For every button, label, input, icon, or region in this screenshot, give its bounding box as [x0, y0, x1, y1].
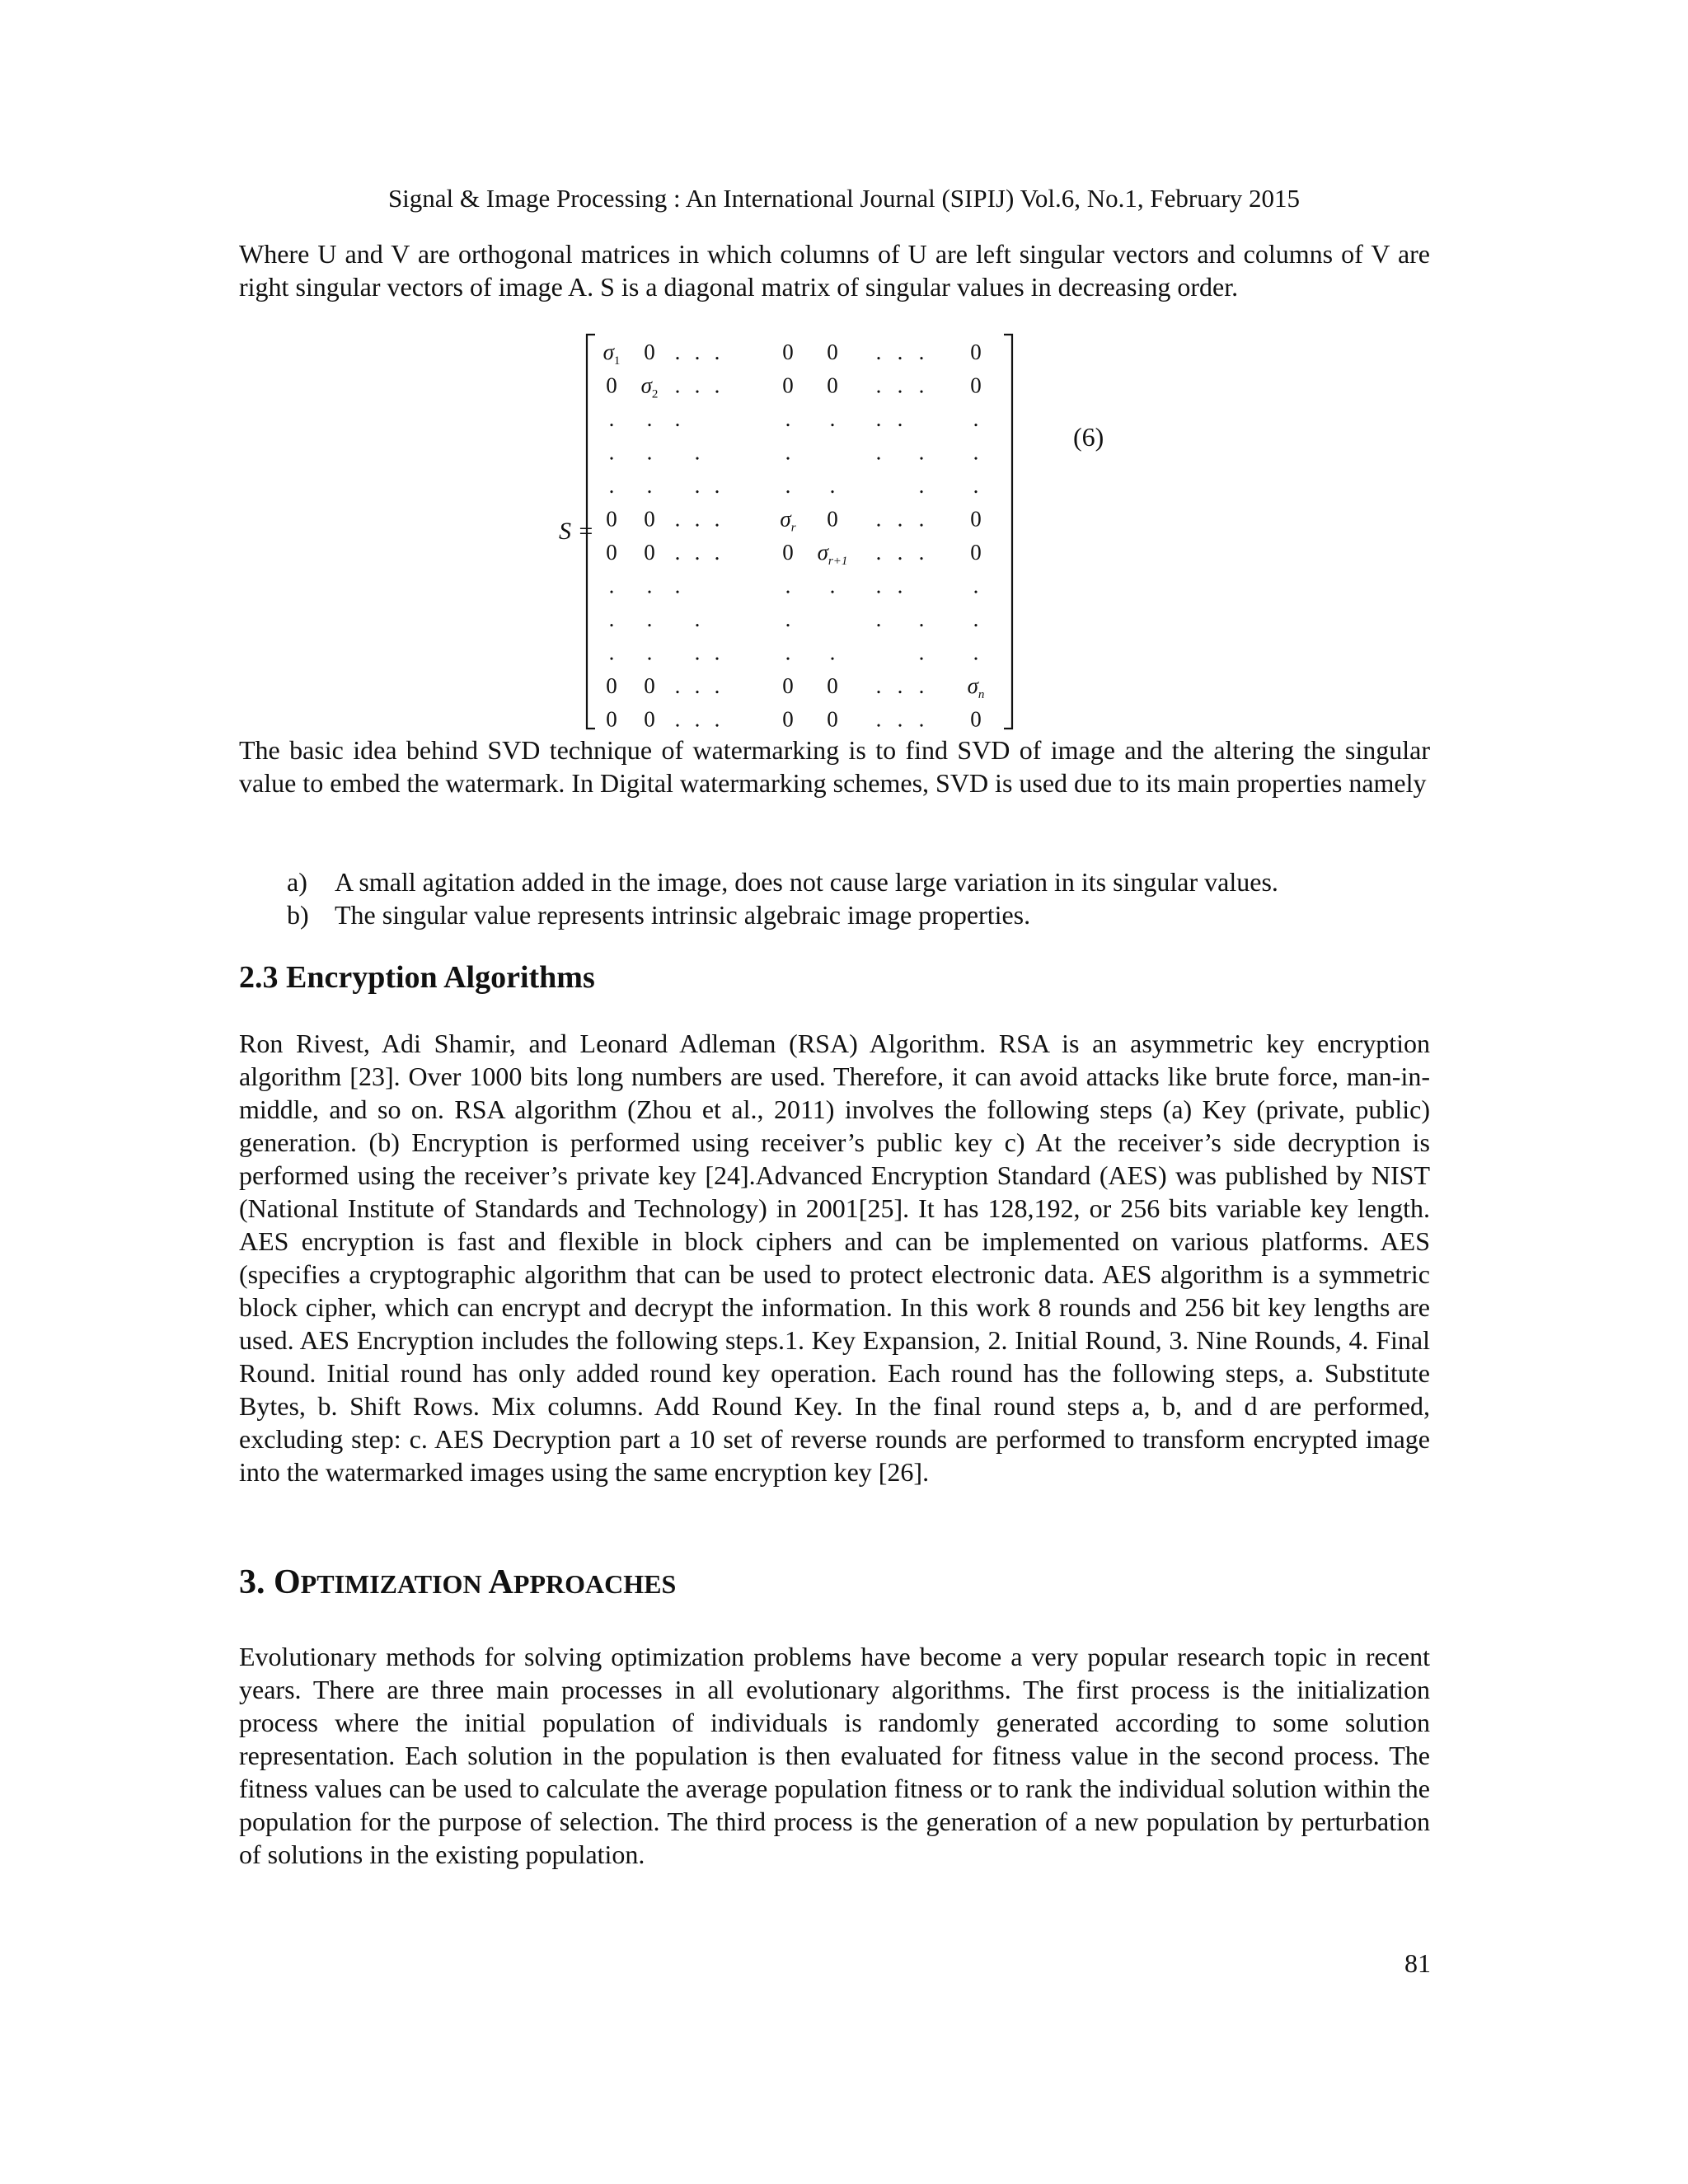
matrix-cells — [603, 340, 985, 732]
matrix-cell: 0 — [970, 373, 982, 398]
matrix-cell: . — [973, 473, 979, 498]
paragraph-optimization: Evolutionary methods for solving optimization problems have become a very popular research topic in recent years. There are three main processes in all evolutionary algorithms. The first process is the initialization process where the initial population of individuals is randomly generated according to some solution representation. Each solution in the population is then evaluated for fitness value in the second process. The fitness values can be used to calculate the average population fitness or to rank the individual solution within the population for the purpose of selection. The third process is the generation of a new population by perturbation of solutions in the existing population. — [239, 1642, 1430, 1869]
matrix-cell: . — [646, 406, 653, 431]
matrix-cell: . — [646, 439, 653, 465]
matrix-cell: . — [875, 506, 882, 532]
matrix-cell: 0 — [644, 706, 655, 732]
matrix-cell: . — [918, 540, 925, 565]
running-header: Signal & Image Processing : An International Journal (SIPIJ) Vol.6, No.1, February 2015 — [387, 184, 1301, 213]
matrix-cell: . — [897, 573, 903, 598]
matrix-cell: . — [875, 439, 882, 465]
matrix-cell: 0 — [644, 340, 655, 364]
matrix-cell: $\sigma_n$ — [967, 673, 985, 701]
paragraph-svd-watermarking: The basic idea behind SVD technique of watermarking is to find SVD of image and the altering the singular value to embed the watermark. In Digital watermarking schemes, SVD is used due to its main properties namely — [239, 735, 1430, 798]
matrix-cell: 0 — [606, 373, 617, 398]
matrix-cell: . — [694, 473, 701, 498]
matrix-cell: . — [875, 340, 882, 364]
matrix-cell: . — [608, 640, 615, 665]
matrix-cell: . — [785, 573, 791, 598]
matrix-cell: . — [608, 607, 615, 631]
matrix-label: S = — [559, 518, 594, 545]
matrix-cell: . — [973, 406, 979, 431]
matrix-cell: . — [897, 673, 903, 698]
matrix-cell: . — [897, 706, 903, 732]
list-item — [287, 865, 1432, 898]
matrix-cell: 0 — [827, 673, 838, 698]
matrix-cell: $\sigma_r$ — [780, 506, 796, 535]
matrix-cell: . — [674, 673, 681, 698]
matrix-cell: . — [714, 706, 720, 732]
matrix-cell: . — [608, 439, 615, 465]
matrix-cell: . — [714, 540, 720, 565]
matrix-cell: . — [897, 506, 903, 532]
matrix-cell: 0 — [782, 373, 794, 398]
matrix-cell: . — [674, 706, 681, 732]
matrix-cell: . — [694, 506, 701, 532]
matrix-cell: . — [785, 406, 791, 431]
matrix-cell: 0 — [606, 506, 617, 532]
page-number: 81 — [1404, 1948, 1431, 1978]
matrix-cell: $\sigma_{r+1}$ — [817, 540, 848, 568]
matrix-cell: 0 — [782, 340, 794, 364]
matrix-cell: . — [694, 607, 701, 631]
matrix-cell: 0 — [644, 673, 655, 698]
matrix-cell: . — [608, 406, 615, 431]
matrix-cell: . — [694, 673, 701, 698]
matrix-cell: . — [674, 340, 681, 364]
matrix-cell: 0 — [827, 340, 838, 364]
matrix-cell: . — [897, 340, 903, 364]
matrix-cell: . — [973, 573, 979, 598]
matrix-cell: . — [694, 640, 701, 665]
matrix-cell: . — [646, 573, 653, 598]
matrix-cell: . — [714, 373, 720, 398]
matrix-cell: . — [918, 607, 925, 631]
matrix-cell: . — [785, 439, 791, 465]
matrix-cell: . — [918, 640, 925, 665]
matrix-cell: . — [694, 706, 701, 732]
matrix-cell: . — [674, 506, 681, 532]
matrix-cell: . — [875, 406, 882, 431]
matrix-cell: . — [897, 406, 903, 431]
matrix-cell: . — [973, 640, 979, 665]
matrix-cell: $\sigma_2$ — [640, 373, 659, 401]
matrix-cell: . — [714, 506, 720, 532]
matrix-cell: . — [674, 540, 681, 565]
section-heading-3: 3. OPTIMIZATION APPROACHES — [239, 1563, 677, 1601]
matrix-cell: . — [714, 673, 720, 698]
matrix-cell: . — [875, 706, 882, 732]
matrix-cell: . — [694, 439, 701, 465]
matrix-cell: 0 — [782, 673, 794, 698]
matrix-cell: . — [875, 607, 882, 631]
matrix-cell: . — [897, 373, 903, 398]
matrix-cell: . — [918, 673, 925, 698]
left-bracket — [587, 335, 595, 729]
matrix-cell: 0 — [970, 540, 982, 565]
matrix-cell: . — [674, 373, 681, 398]
matrix-cell: . — [829, 473, 836, 498]
matrix-cell: 0 — [606, 706, 617, 732]
matrix-cell: 0 — [827, 373, 838, 398]
matrix-cell: . — [918, 373, 925, 398]
matrix-cell: . — [875, 373, 882, 398]
matrix-cell: . — [608, 573, 615, 598]
list-item-text: A small agitation added in the image, does not cause large variation in its singular values. — [335, 867, 1278, 897]
matrix-cell: . — [694, 540, 701, 565]
matrix-cell: . — [897, 540, 903, 565]
list-marker: a) — [287, 867, 307, 897]
matrix-cell: 0 — [606, 540, 617, 565]
matrix-cell: . — [875, 673, 882, 698]
matrix-cell: 0 — [827, 506, 838, 532]
list-marker: b) — [287, 900, 309, 930]
matrix-cell: 0 — [827, 706, 838, 732]
matrix-cell: . — [694, 373, 701, 398]
matrix-cell: . — [973, 607, 979, 631]
list-item-text: The singular value represents intrinsic algebraic image properties. — [335, 900, 1031, 930]
equation-number: (6) — [1073, 422, 1104, 452]
matrix-cell: . — [646, 607, 653, 631]
matrix-cell: . — [674, 406, 681, 431]
list-item — [287, 898, 1432, 931]
matrix-cell: . — [829, 406, 836, 431]
matrix-cell: . — [829, 640, 836, 665]
matrix-cell: $\sigma_1$ — [603, 340, 621, 368]
matrix-cell: . — [694, 340, 701, 364]
matrix-cell: . — [646, 640, 653, 665]
matrix-cell: . — [608, 473, 615, 498]
matrix-cell: 0 — [970, 706, 982, 732]
paragraph-svd-intro: Where U and V are orthogonal matrices in which columns of U are left singular vectors and columns of V are right singular vectors of image A. S is a diagonal matrix of singular values in decreasing order. — [239, 239, 1430, 302]
matrix-cell: . — [714, 640, 720, 665]
matrix-cell: . — [714, 340, 720, 364]
matrix-cell: 0 — [782, 540, 794, 565]
matrix-cell: . — [973, 439, 979, 465]
matrix-cell: . — [918, 706, 925, 732]
matrix-cell: . — [918, 473, 925, 498]
matrix-cell: . — [875, 540, 882, 565]
matrix-cell: . — [785, 640, 791, 665]
matrix-cell: 0 — [782, 706, 794, 732]
matrix-cell: . — [918, 439, 925, 465]
matrix-cell: 0 — [606, 673, 617, 698]
paragraph-encryption: Ron Rivest, Adi Shamir, and Leonard Adleman (RSA) Algorithm. RSA is an asymmetric key encryption algorithm [23]. Over 1000 bits long numbers are used. Therefore, it can avoid attacks like brute force, man-in-middle, and so on. RSA algorithm (Zhou et al., 2011) involves the following steps (a) Key (private, public) generation. (b) Encryption is performed using receiver’s public key c) At the receiver’s side decryption is performed using the receiver’s private key [24].Advanced Encryption Standard (AES) was published by NIST (National Institute of Standards and Technology) in 2001[25]. It has 128,192, or 256 bits variable key length. AES encryption is fast and flexible in block ciphers and can be implemented on various platforms. AES (specifies a cryptographic algorithm that can be used to protect electronic data. AES algorithm is a symmetric block cipher, which can encrypt and decrypt the information. In this work 8 rounds and 256 bit key lengths are used. AES Encryption includes the following steps.1. Key Expansion, 2. Initial Round, 3. Nine Rounds, 4. Final Round. Initial round has only added round key operation. Each round has the following steps, a. Substitute Bytes, b. Shift Rows. Mix columns. Add Round Key. In the final round steps a, b, and d are performed, excluding step: c. AES Decryption part a 10 set of reverse rounds are performed to transform encrypted image into the watermarked images using the same encryption key [26]. — [239, 1029, 1430, 1487]
matrix-cell: 0 — [644, 506, 655, 532]
matrix-cell: . — [875, 573, 882, 598]
singular-value-matrix — [585, 331, 1014, 732]
matrix-cell: 0 — [644, 540, 655, 565]
matrix-cell: . — [918, 340, 925, 364]
matrix-cell: . — [785, 473, 791, 498]
matrix-cell: . — [785, 607, 791, 631]
section-heading-2-3: 2.3 Encryption Algorithms — [239, 960, 595, 995]
matrix-cell: 0 — [970, 506, 982, 532]
matrix-cell: . — [714, 473, 720, 498]
matrix-cell: . — [674, 573, 681, 598]
matrix-cell: 0 — [970, 340, 982, 364]
right-bracket — [1004, 335, 1012, 729]
matrix-cell: . — [829, 573, 836, 598]
matrix-cell: . — [646, 473, 653, 498]
matrix-cell: . — [918, 506, 925, 532]
